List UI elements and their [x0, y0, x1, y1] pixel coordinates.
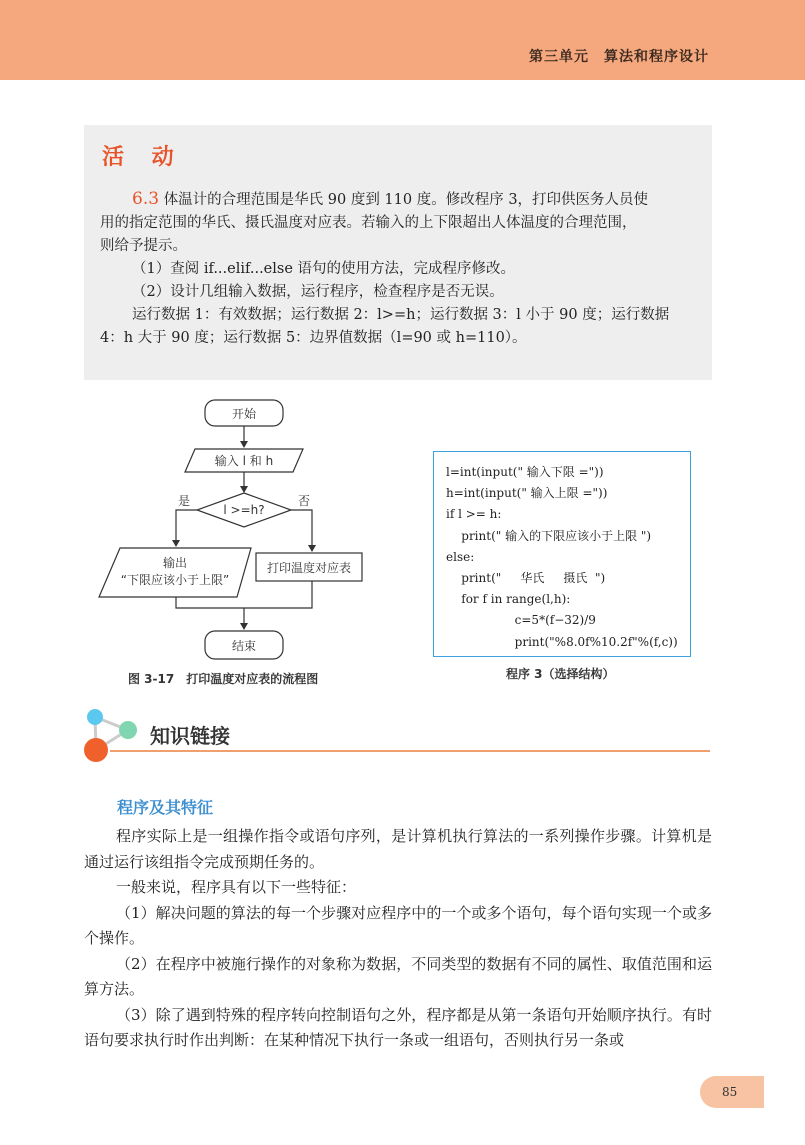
fc-end-text: 结束: [231, 639, 257, 653]
task-line: 用的指定范围的华氏、摄氏温度对应表。若输入的上下限超出人体温度的合理范围，: [100, 215, 637, 231]
code-line: print(" 华氏 摄氏 "): [446, 571, 606, 586]
code-line: c=5*(f−32)/9: [446, 613, 596, 628]
page-number: 85: [722, 1085, 738, 1099]
code-line: h=int(input(" 输入上限 =")): [446, 486, 608, 501]
fc-condition-text: l >=h?: [223, 503, 265, 517]
paragraph: （3）除了遇到特殊的程序转向控制语句之外，程序都是从第一条语句开始顺序执行。有时语句要求执行时作出判断：在某种情况下执行一条或一组语句，否则执行另一条或: [84, 1005, 712, 1049]
step-2: （2）设计几组输入数据，运行程序，检查程序是否无误。: [132, 284, 504, 300]
code-line: else:: [446, 549, 475, 564]
paragraph: （1）解决问题的算法的每一个步骤对应程序中的一个或多个语句，每个语句实现一个或多个操作。: [84, 903, 712, 947]
code-line: if l >= h:: [446, 507, 502, 522]
task-line: 则给予提示。: [100, 238, 187, 254]
code-line: l=int(input(" 输入下限 =")): [446, 465, 604, 479]
task-number: 6.3: [132, 189, 160, 209]
knowledge-link-title: 知识链接: [150, 724, 230, 748]
paragraph: （2）在程序中被施行操作的对象称为数据，不同类型的数据有不同的属性、取值范围和运算方法。: [84, 954, 712, 998]
code-line: print("%8.0f%10.2f"%(f,c)): [446, 634, 678, 649]
program-caption: 程序 3（选择结构）: [506, 667, 615, 681]
fc-yes-label: 是: [178, 494, 191, 508]
task-line: 体温计的合理范围是华氏 90 度到 110 度。修改程序 3，打印供医务人员使: [159, 192, 649, 208]
section-divider: [110, 750, 710, 752]
step-1: （1）查阅 if...elif...else 语句的使用方法，完成程序修改。: [132, 261, 516, 277]
paragraph: 程序实际上是一组操作指令或语句序列，是计算机执行算法的一系列操作步骤。计算机是通过运行该组指令完成预期任务的。: [84, 827, 712, 871]
fc-start-text: 开始: [231, 407, 257, 421]
fc-output-text: 输出: [162, 556, 188, 570]
fc-output-text: “下限应该小于上限”: [120, 573, 230, 587]
paragraph: 一般来说，程序具有以下一些特征：: [116, 878, 357, 896]
fc-input-text: 输入 l 和 h: [214, 454, 274, 468]
flowchart: [95, 394, 385, 674]
flowchart-caption: 图 3-17 打印温度对应表的流程图: [128, 672, 319, 686]
fc-no-label: 否: [298, 494, 311, 508]
run-data-line: 运行数据 1：有效数据；运行数据 2：l>=h；运行数据 3：l 小于 90 度；运行数据: [132, 307, 670, 323]
program-code-box: [433, 451, 691, 657]
code-line: for f in range(l,h):: [446, 592, 571, 607]
unit-title: 第三单元 算法和程序设计: [529, 49, 709, 65]
fc-print-text: 打印温度对应表: [266, 561, 352, 575]
activity-title: 活 动: [102, 145, 184, 170]
section-heading: 程序及其特征: [117, 798, 214, 817]
knowledge-link-icon: [82, 706, 142, 764]
code-line: print(" 输入的下限应该小于上限 "): [446, 528, 652, 543]
header-band: [0, 0, 805, 80]
activity-text: [100, 188, 698, 350]
body-text: [84, 824, 712, 1054]
run-data-line: 4：h 大于 90 度；运行数据 5：边界值数据（l=90 或 h=110）。: [100, 330, 527, 346]
